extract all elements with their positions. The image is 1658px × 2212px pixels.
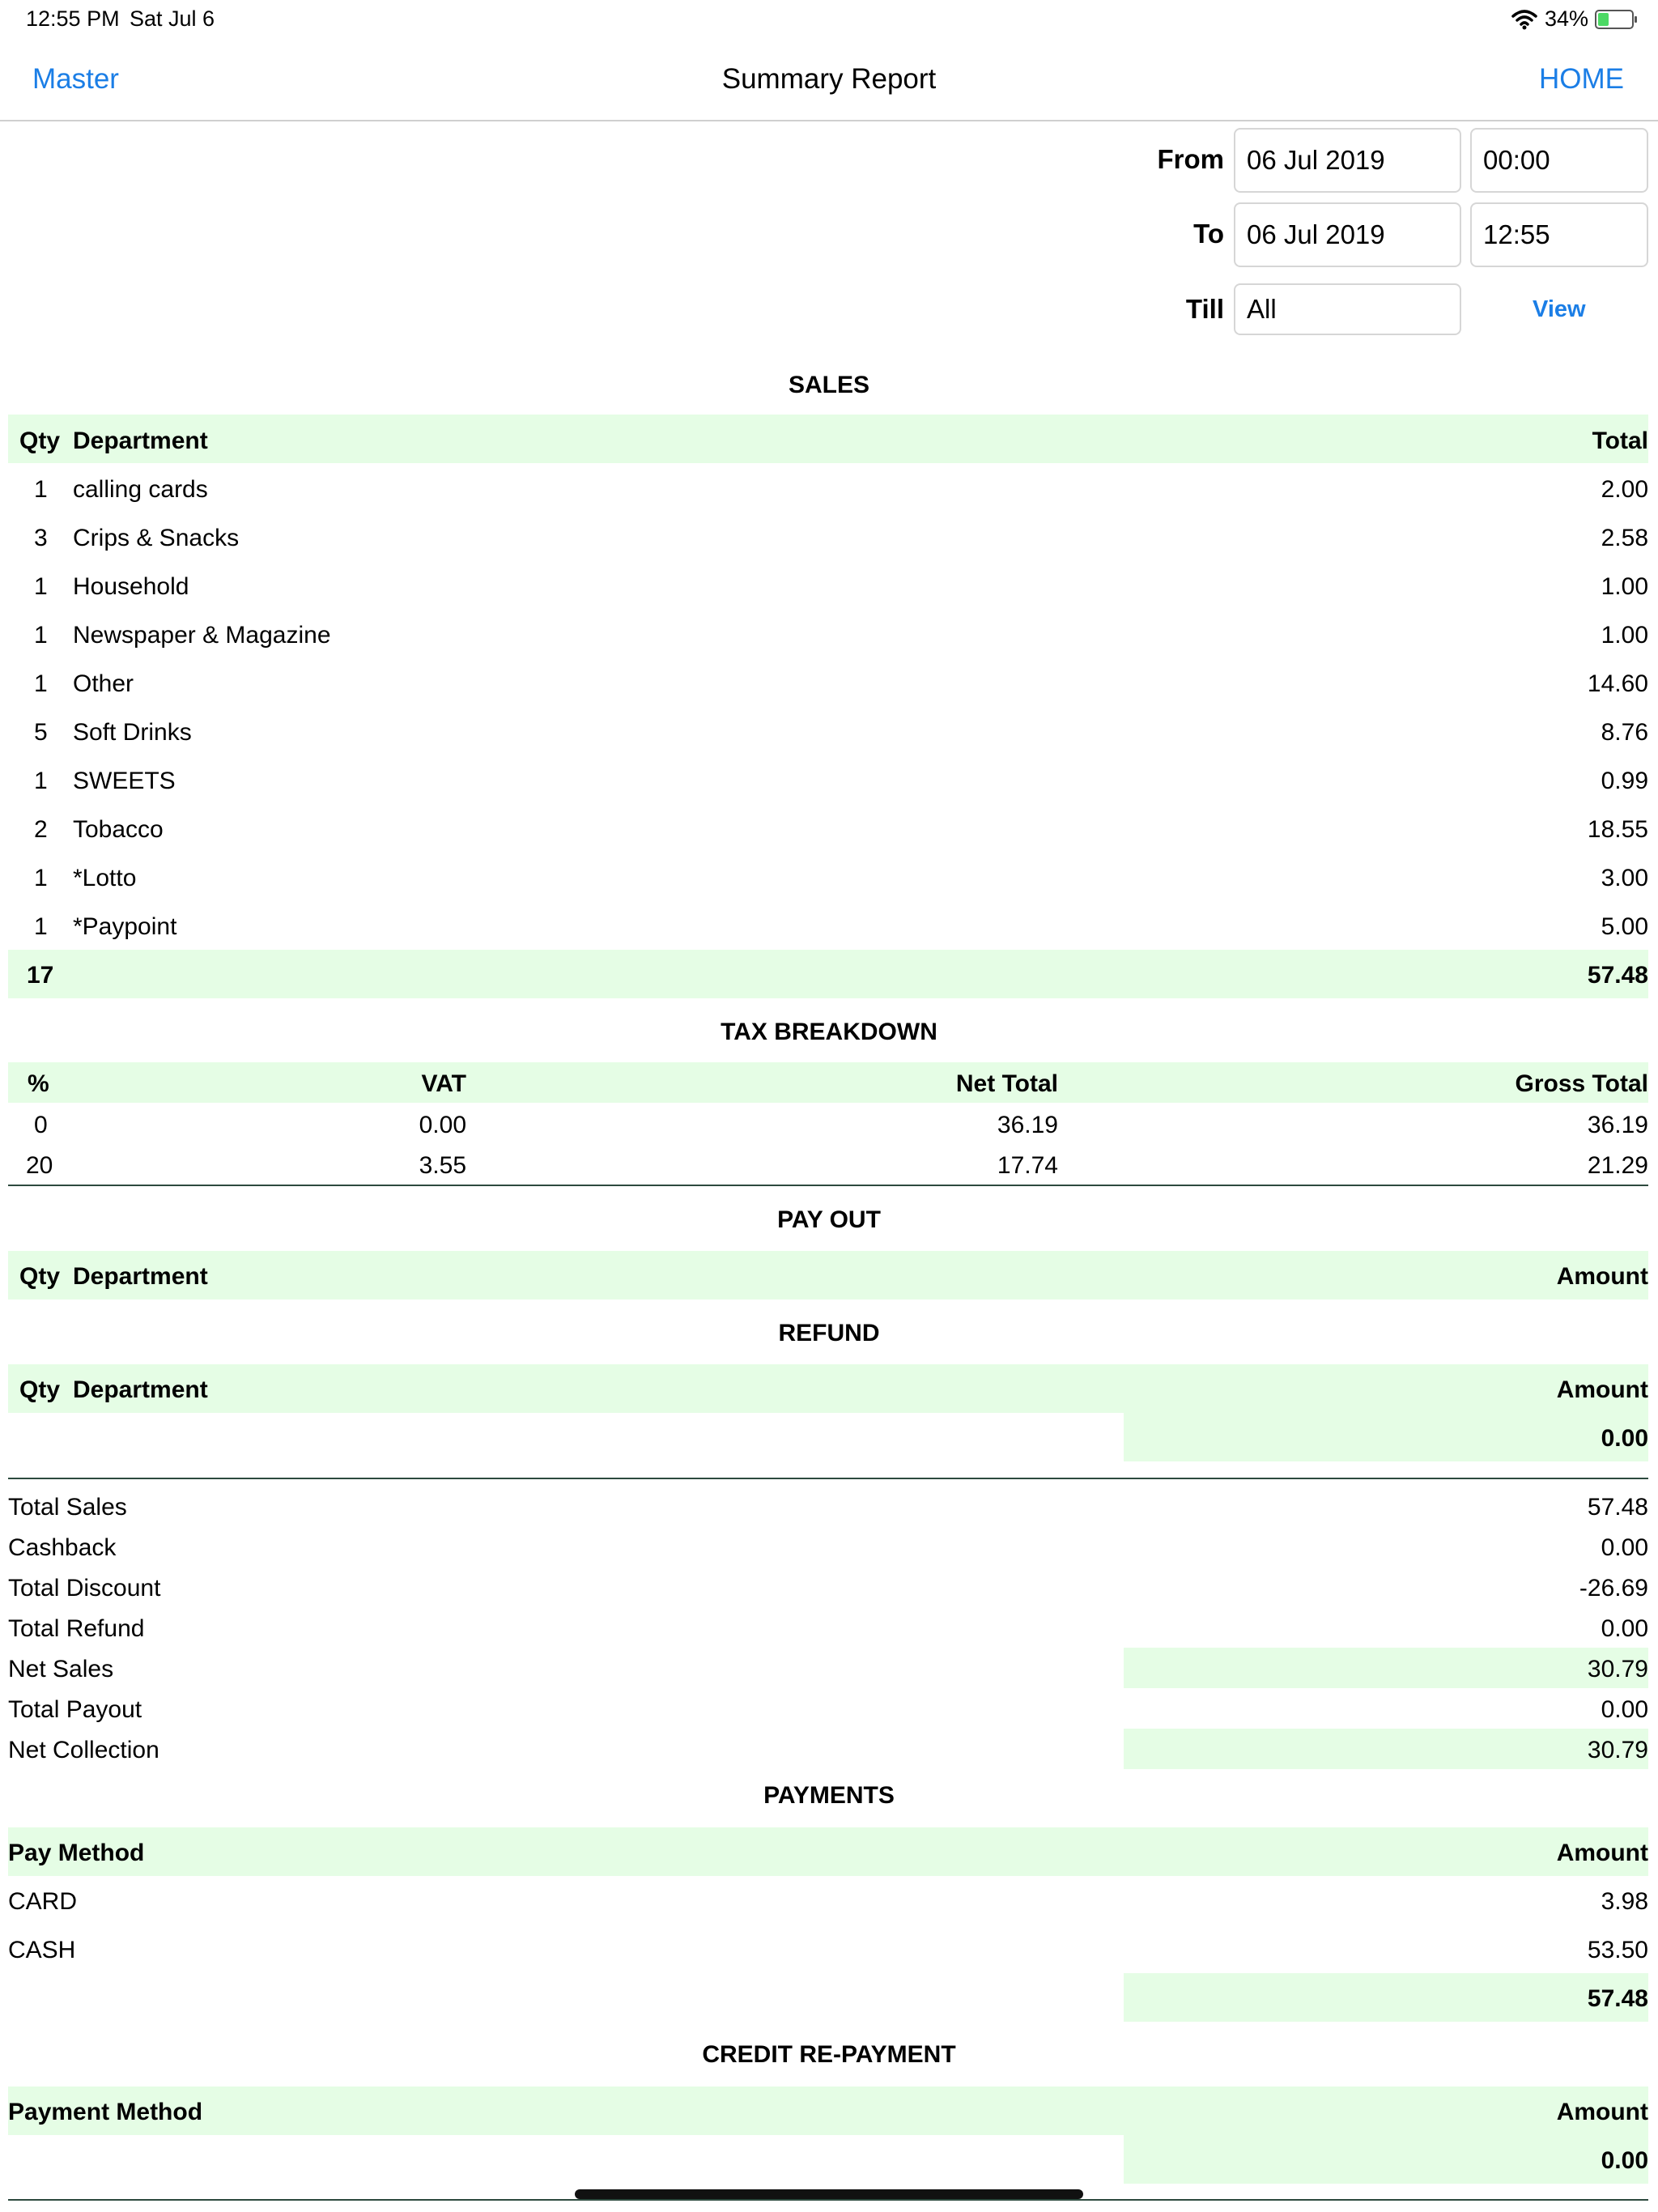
- from-date-field[interactable]: 06 Jul 2019: [1234, 128, 1461, 193]
- nav-divider: [0, 120, 1658, 121]
- tax-row-net: 17.74: [997, 1152, 1058, 1179]
- sales-department-header: Department: [73, 428, 208, 454]
- tax-row-vat: 3.55: [419, 1152, 466, 1179]
- till-field[interactable]: All: [1234, 283, 1461, 335]
- sales-qty-header: Qty: [19, 428, 61, 454]
- tax-row-net: 36.19: [997, 1112, 1058, 1138]
- sales-row-department: Other: [73, 670, 134, 697]
- refund-amount-header: Amount: [1556, 1376, 1648, 1403]
- payout-title: PAY OUT: [777, 1206, 881, 1233]
- summary-label: Total Sales: [8, 1494, 127, 1521]
- status-indicators: [1511, 6, 1634, 32]
- summary-label: Total Payout: [8, 1696, 142, 1723]
- tax-title: TAX BREAKDOWN: [721, 1019, 937, 1045]
- wifi-icon: [1511, 9, 1538, 30]
- home-indicator[interactable]: [575, 2189, 1083, 2199]
- sales-row-qty: 1: [34, 476, 48, 503]
- payments-amount-header: Amount: [1556, 1840, 1648, 1866]
- tax-gross-header: Gross Total: [1515, 1070, 1648, 1097]
- tax-row-pct: 20: [26, 1152, 53, 1179]
- summary-label: Net Sales: [8, 1656, 114, 1682]
- refund-divider: [8, 1478, 1648, 1479]
- till-label: Till: [1185, 294, 1224, 324]
- payment-row-amount: 53.50: [1587, 1937, 1648, 1963]
- payments-title: PAYMENTS: [763, 1782, 895, 1809]
- payment-row-amount: 3.98: [1601, 1888, 1648, 1915]
- sales-row-qty: 1: [34, 573, 48, 600]
- sales-row-department: *Lotto: [73, 865, 137, 891]
- sales-total-header: Total: [1592, 428, 1648, 454]
- sales-row-qty: 1: [34, 670, 48, 697]
- tax-row-pct: 0: [34, 1112, 48, 1138]
- battery-icon: [1595, 10, 1634, 29]
- summary-label: Cashback: [8, 1534, 117, 1561]
- sales-row-qty: 2: [34, 816, 48, 843]
- refund-header-row: [8, 1364, 1648, 1413]
- payout-department-header: Department: [73, 1263, 208, 1290]
- sales-title: SALES: [788, 372, 870, 398]
- sales-row-department: Household: [73, 573, 189, 600]
- sales-row-qty: 1: [34, 865, 48, 891]
- to-time-field[interactable]: 12:55: [1470, 202, 1648, 267]
- credit-total-cell: [1124, 2135, 1648, 2184]
- sales-row-department: Soft Drinks: [73, 719, 192, 746]
- payment-row-method: CARD: [8, 1888, 78, 1915]
- status-time: 12:55 PM: [26, 6, 120, 31]
- sales-row-qty: 5: [34, 719, 48, 746]
- page-title: Summary Report: [721, 63, 937, 95]
- summary-value: 57.48: [1587, 1494, 1648, 1521]
- summary-value: 0.00: [1601, 1696, 1648, 1723]
- credit-method-header: Payment Method: [8, 2099, 203, 2125]
- payout-amount-header: Amount: [1556, 1263, 1648, 1290]
- sales-row-total: 5.00: [1601, 913, 1648, 940]
- sales-row-department: SWEETS: [73, 768, 176, 794]
- to-date-field[interactable]: 06 Jul 2019: [1234, 202, 1461, 267]
- sales-row-qty: 3: [34, 525, 48, 551]
- from-label: From: [1157, 144, 1224, 174]
- sales-total-qty: 17: [27, 962, 54, 989]
- summary-value: -26.69: [1579, 1575, 1648, 1602]
- summary-value: 0.00: [1601, 1534, 1648, 1561]
- tax-row-gross: 21.29: [1587, 1152, 1648, 1179]
- payments-method-header: Pay Method: [8, 1840, 145, 1866]
- summary-label: Net Collection: [8, 1737, 159, 1763]
- view-button[interactable]: View: [1533, 296, 1586, 322]
- sales-row-department: Newspaper & Magazine: [73, 622, 331, 649]
- sales-row-total: 14.60: [1587, 670, 1648, 697]
- credit-total: 0.00: [1601, 2147, 1648, 2174]
- sales-row-qty: 1: [34, 768, 48, 794]
- summary-highlight-cell: [1124, 1648, 1648, 1688]
- master-button[interactable]: Master: [32, 63, 119, 95]
- tax-row-gross: 36.19: [1587, 1112, 1648, 1138]
- sales-row-department: Crips & Snacks: [73, 525, 240, 551]
- sales-header-row: [8, 415, 1648, 463]
- battery-percent: 34%: [1544, 6, 1588, 31]
- summary-highlight-cell: [1124, 1729, 1648, 1769]
- status-date: Sat Jul 6: [130, 6, 215, 31]
- sales-total-amount: 57.48: [1587, 962, 1648, 989]
- credit-header-row: [8, 2087, 1648, 2135]
- sales-row-department: *Paypoint: [73, 913, 177, 940]
- summary-label: Total Discount: [8, 1575, 161, 1602]
- refund-qty-header: Qty: [19, 1376, 61, 1403]
- credit-divider: [8, 2199, 1648, 2201]
- sales-row-department: calling cards: [73, 476, 208, 503]
- credit-title: CREDIT RE-PAYMENT: [702, 2041, 956, 2068]
- summary-value: 30.79: [1587, 1737, 1648, 1763]
- refund-total: 0.00: [1601, 1425, 1648, 1452]
- sales-row-total: 1.00: [1601, 573, 1648, 600]
- tax-header-row: [8, 1062, 1648, 1103]
- payments-header-row: [8, 1827, 1648, 1876]
- summary-value: 30.79: [1587, 1656, 1648, 1682]
- sales-row-total: 0.99: [1601, 768, 1648, 794]
- sales-row-total: 2.00: [1601, 476, 1648, 503]
- payment-row-method: CASH: [8, 1937, 76, 1963]
- tax-divider: [8, 1185, 1648, 1186]
- payments-total: 57.48: [1587, 1985, 1648, 2012]
- sales-row-qty: 1: [34, 913, 48, 940]
- to-label: To: [1193, 219, 1224, 249]
- refund-total-cell: [1124, 1413, 1648, 1461]
- refund-title: REFUND: [778, 1320, 880, 1346]
- summary-value: 0.00: [1601, 1615, 1648, 1642]
- summary-label: Total Refund: [8, 1615, 145, 1642]
- tax-net-header: Net Total: [955, 1070, 1058, 1097]
- from-time-field[interactable]: 00:00: [1470, 128, 1648, 193]
- sales-row-total: 3.00: [1601, 865, 1648, 891]
- payout-qty-header: Qty: [19, 1263, 61, 1290]
- tax-row-vat: 0.00: [419, 1112, 466, 1138]
- sales-row-total: 8.76: [1601, 719, 1648, 746]
- credit-amount-header: Amount: [1556, 2099, 1648, 2125]
- sales-row-total: 1.00: [1601, 622, 1648, 649]
- sales-total-row: [8, 950, 1648, 998]
- sales-row-total: 18.55: [1587, 816, 1648, 843]
- payout-header-row: [8, 1251, 1648, 1300]
- tax-pct-header: %: [28, 1070, 49, 1097]
- home-button[interactable]: HOME: [1539, 63, 1624, 95]
- tax-vat-header: VAT: [421, 1070, 466, 1097]
- sales-row-qty: 1: [34, 622, 48, 649]
- payments-total-cell: [1124, 1973, 1648, 2022]
- refund-department-header: Department: [73, 1376, 208, 1403]
- sales-row-department: Tobacco: [73, 816, 164, 843]
- battery-level: [1598, 13, 1609, 26]
- sales-row-total: 2.58: [1601, 525, 1648, 551]
